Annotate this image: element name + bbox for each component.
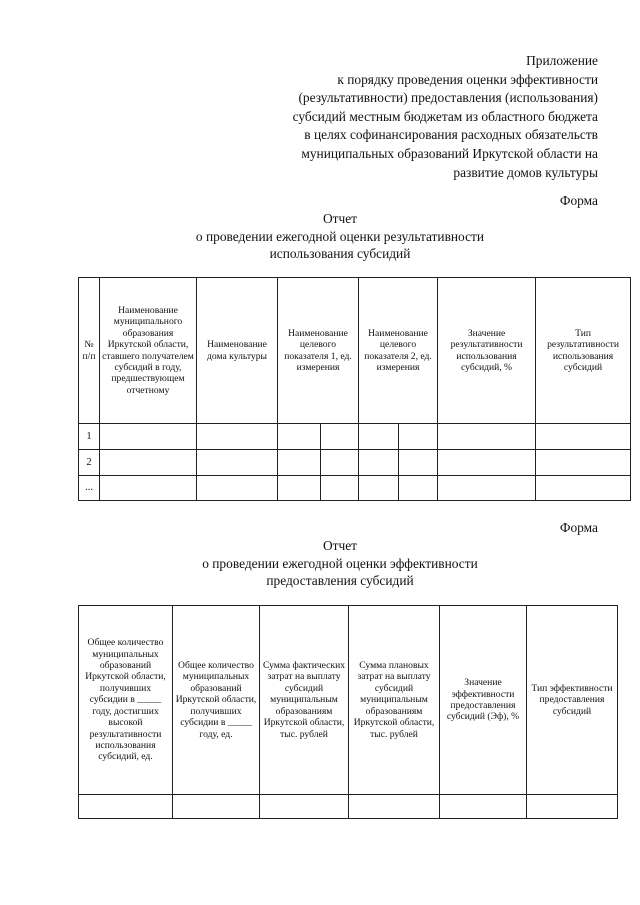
table-cell [278,476,321,501]
table-cell [399,424,438,450]
table-cell [197,476,278,501]
header-indicator-1: Наименование целевого показателя 1, ед. измерения [278,278,359,424]
table-cell [527,795,618,819]
table-header-row [79,606,618,795]
table-cell [100,424,197,450]
table-cell [197,424,278,450]
appendix-line: развитие домов культуры [453,164,598,180]
form2-title-line: о проведении ежегодной оценки эффективности [202,555,478,571]
row-number: 2 [79,450,100,476]
table-cell [438,424,536,450]
table-cell [536,450,631,476]
form1-title-line: о проведении ежегодной оценки результативности [195,228,485,244]
table-row [79,476,631,501]
header-culture-house: Наименование дома культуры [197,278,278,424]
appendix-line: субсидий местным бюджетам из областного бюджета [292,108,598,124]
row-number: ... [79,476,100,501]
table-cell [260,795,349,819]
form1-forma-label: Форма [559,193,598,208]
form2-title [40,537,640,590]
table-cell [100,476,197,501]
form1-title-line: использования субсидий [269,246,411,261]
header-efficiency-type: Тип эффективности предоставления субсидий [527,606,618,795]
table-row [79,795,618,819]
header-num: № п/п [79,278,100,424]
table-cell [321,476,359,501]
header-result-type: Тип результативности использования субсидий [536,278,631,424]
table-row [79,424,631,450]
table-cell [321,424,359,450]
form1-title [40,210,640,263]
table-cell [321,450,359,476]
table-cell [440,795,527,819]
header-mo-name: Наименование муниципального образования Иркутской области, ставшего получателем субсидий в году, предшествующем отчетному [100,278,197,424]
table-cell [278,424,321,450]
table-cell [536,424,631,450]
header-efficiency-value: Значение эффективности предоставления субсидий (Эф), % [440,606,527,795]
table-cell [79,795,173,819]
header-total-high-result: Общее количество муниципальных образований Иркутской области, получивших субсидии в _____ году, достигших высокой результативности использования субсидий, ед. [79,606,173,795]
table-cell [173,795,260,819]
appendix-line: муниципальных образований Иркутской области на [301,145,598,161]
table-cell [438,476,536,501]
results-report-table [78,277,631,501]
appendix-line: Приложение [526,53,598,68]
appendix-line: (результативности) предоставления (использования) [298,90,598,106]
table-header-row [79,278,631,424]
appendix-line: в целях софинансирования расходных обязательств [304,127,598,143]
header-actual-costs: Сумма фактических затрат на выплату субсидий муниципальным образованиям Иркутской области, тыс. рублей [260,606,349,795]
table-row [79,450,631,476]
appendix-line: к порядку проведения оценки эффективности [337,71,598,87]
table-cell [278,450,321,476]
table-cell [349,795,440,819]
table-cell [399,450,438,476]
table-cell [536,476,631,501]
row-number: 1 [79,424,100,450]
header-result-value: Значение результативности использования субсидий, % [438,278,536,424]
table-cell [438,450,536,476]
form2-title-line: предоставления субсидий [266,573,414,588]
header-indicator-2: Наименование целевого показателя 2, ед. измерения [359,278,438,424]
table-cell [399,476,438,501]
table-cell [359,476,399,501]
form1-title-line: Отчет [322,211,358,226]
table-cell [197,450,278,476]
appendix-header [178,52,598,182]
form2-title-line: Отчет [322,538,358,553]
table-cell [359,450,399,476]
header-total-recipients: Общее количество муниципальных образований Иркутской области, получивших субсидии в _____ году, ед. [173,606,260,795]
header-planned-costs: Сумма плановых затрат на выплату субсидий муниципальным образованиям Иркутской области, тыс. рублей [349,606,440,795]
table-cell [100,450,197,476]
form2-forma-label: Форма [559,520,598,535]
efficiency-report-table [78,605,618,819]
table-cell [359,424,399,450]
